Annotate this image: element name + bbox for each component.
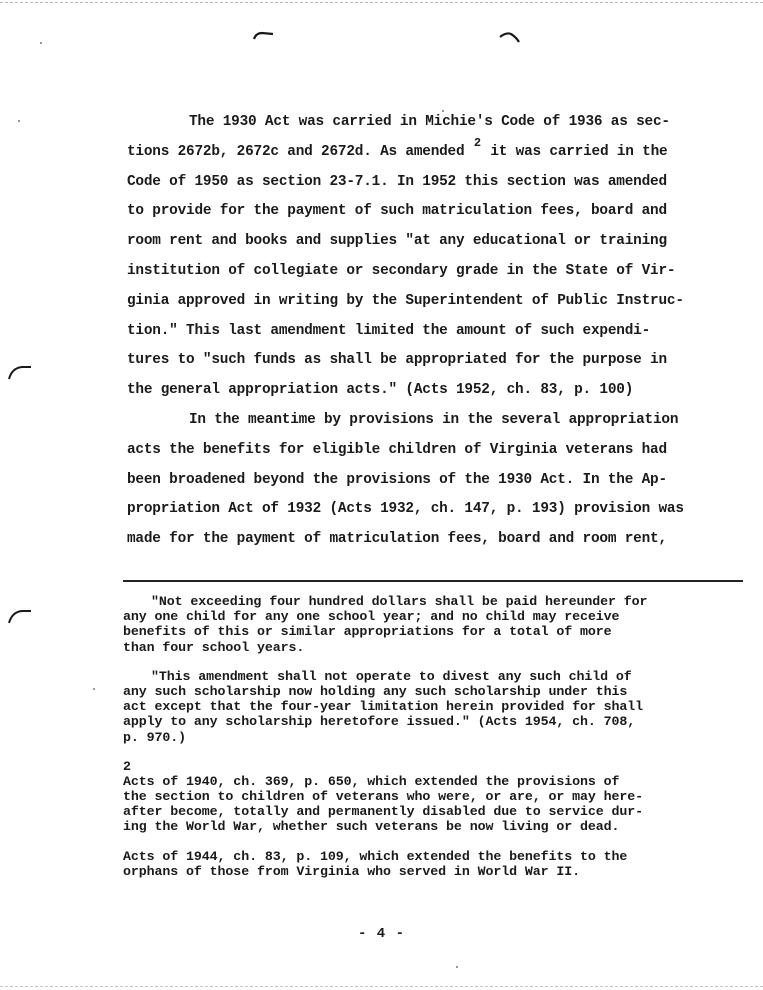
binding-mark-stroke [254,33,273,39]
footnote-line: the section to children of veterans who were, or are, or may here- [123,789,644,805]
binding-mark-stroke [500,33,519,42]
paragraph-line: Code of 1950 as section 23-7.1. In 1952 this section was amended [127,173,667,190]
scan-speck [93,688,95,690]
body-text [127,108,727,555]
footnote-line: benefits of this or similar appropriations for a total of more [123,624,612,640]
footnote-quote-1 [123,594,733,655]
footnote-number: 2 [123,758,131,774]
binding-mark-top-right [498,31,522,45]
paragraph-line: to provide for the payment of such matriculation fees, board and [127,203,667,220]
binding-mark-stroke [9,367,31,379]
footnote-2a [123,774,733,835]
footnote-line: Acts of 1940, ch. 369, p. 650, which extended the provisions of [123,773,620,789]
bottom-edge-rule [0,986,763,987]
footnote-line: p. 970.) [123,729,187,745]
footnote-line: than four school years. [123,639,305,655]
footnote-line: any such scholarship now holding any such scholarship under this [123,683,628,699]
paragraph-line [127,135,727,168]
paragraph-line: made for the payment of matriculation fees, board and room rent, [127,531,667,548]
paragraph-line: tures to "such funds as shall be appropriated for the purpose in [127,352,667,369]
paragraph-line: the general appropriation acts." (Acts 1952, ch. 83, p. 100) [127,382,634,399]
footnote-line: ing the World War, whether such veterans be now living or dead. [123,819,620,835]
page-number: - 4 - [357,926,405,942]
binding-mark-top-left [252,30,276,42]
footnote-line: orphans of those from Virginia who served in World War II. [123,863,581,879]
footnote-line: any one child for any one school year; and no child may receive [123,609,620,625]
footnote-line: "This amendment shall not operate to divest any such child of [151,668,632,684]
binding-mark-stroke [9,611,31,623]
footnote-separator [123,580,743,582]
paragraph-line: In the meantime by provisions in the several appropriation [189,411,679,428]
footnote-line: Acts of 1944, ch. 83, p. 109, which extended the benefits to the [123,848,628,864]
top-edge-rule [0,2,763,3]
scan-speck [18,120,20,122]
footnote-ref-2: 2 [473,135,481,150]
paragraph-line: The 1930 Act was carried in Michie's Code of 1936 as sec- [189,114,670,130]
paragraph-line: acts the benefits for eligible children of Virginia veterans had [127,441,667,458]
footnote-line: act except that the four-year limitation herein provided for shall [123,699,644,715]
binding-mark-left-1 [6,364,34,382]
paragraph-line: ginia approved in writing by the Superintendent of Public Instruc- [127,292,684,309]
footnote-2b [123,849,733,879]
paragraph-line: tion." This last amendment limited the amount of such expendi- [127,322,651,339]
binding-mark-left-2 [6,608,34,626]
text-run: tions 2672b, 2672c and 2672d. As amended [127,143,473,160]
paragraph-line: institution of collegiate or secondary grade in the State of Vir- [127,262,676,279]
text-run: it was carried in the [481,143,668,160]
footnote-line: "Not exceeding four hundred dollars shall be paid hereunder for [151,594,648,609]
footnote-line: after become, totally and permanently disabled due to service dur- [123,804,644,820]
paragraph-line: been broadened beyond the provisions of the 1930 Act. In the Ap- [127,471,667,488]
scan-speck [40,42,42,44]
footnotes [123,594,733,879]
footnote-quote-2 [123,669,733,745]
footnote-line: apply to any scholarship heretofore issued." (Acts 1954, ch. 708, [123,714,636,730]
scan-speck [456,966,458,968]
paragraph-line: propriation Act of 1932 (Acts 1932, ch. 147, p. 193) provision was [127,501,684,518]
paragraph-line: room rent and books and supplies "at any educational or training [127,233,667,250]
